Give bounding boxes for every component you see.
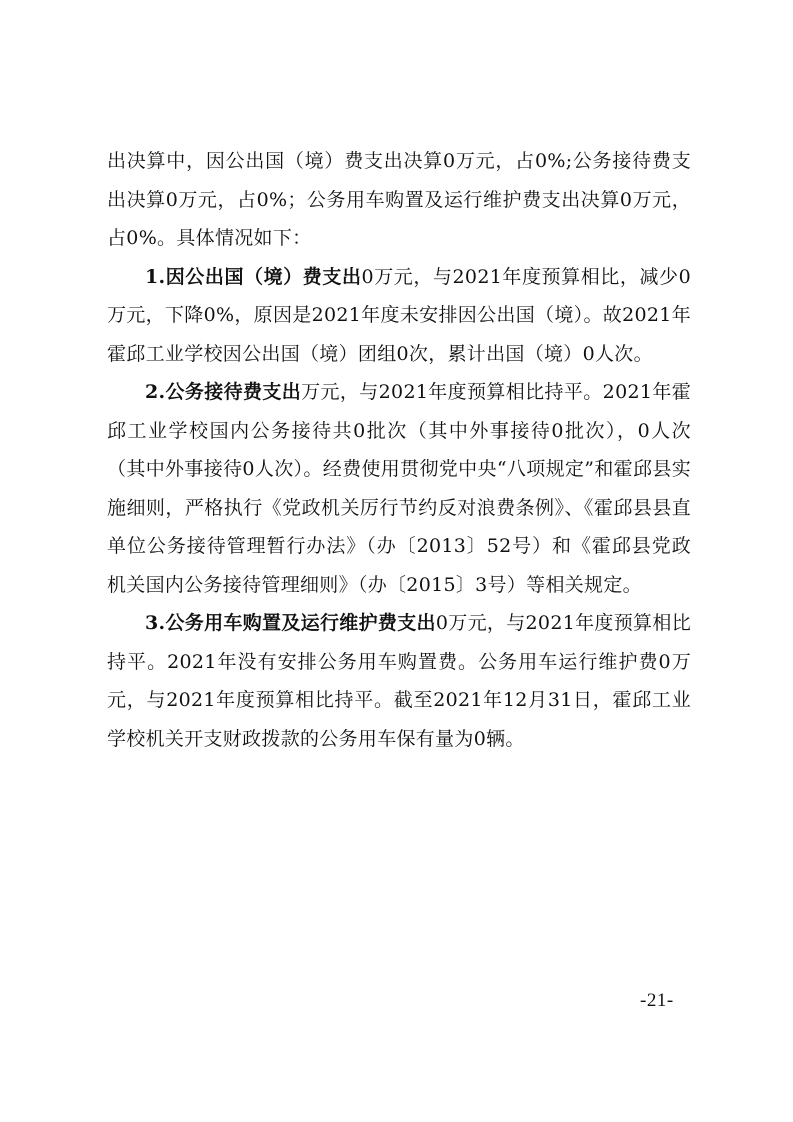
paragraph-text: 0万元，与2021年度预算相比，减少0万元，下降0%，原因是2021年度未安排因公出国（境）。故2021年霍邱工业学校因公出国（境）团组0次，累计出国（境）0人次。 [107, 265, 692, 365]
paragraph-heading: 2.公务接待费支出 [145, 381, 302, 403]
paragraph-text: 出决算中，因公出国（境）费支出决算0万元，占0%;公务接待费支出决算0万元，占0%；公务用车购置及运行维护费支出决算0万元，占0%。具体情况如下： [107, 150, 691, 249]
paragraph-official-reception [107, 373, 691, 604]
paragraph-text: 0万元，与2021年度预算相比持平。2021年没有安排公务用车购置费。公务用车运行维护费0万元，与2021年度预算相比持平。截至2021年12月31日，霍邱工业学校机关开支财政拨款的公务用车保有量为0辆。 [107, 612, 691, 750]
paragraph-heading: 3.公务用车购置及运行维护费支出 [145, 612, 436, 634]
page-number: -21- [640, 990, 674, 1011]
paragraph-text: 万元，与2021年度预算相比持平。2021年霍邱工业学校国内公务接待共0批次（其中外事接待0批次），0人次（其中外事接待0人次）。经费使用贯彻党中央“八项规定”和霍邱县实施细则，严格执行《党政机关厉行节约反对浪费条例》、《霍邱县县直单位公务接待管理暂行办法》（办〔2013〕52号）和《霍邱县党政机关国内公务接待管理细则》（办〔2015〕3号）等相关规定。 [107, 381, 691, 596]
paragraph-continuation [107, 142, 691, 258]
paragraph-official-vehicles [107, 604, 691, 758]
document-body [107, 142, 691, 758]
paragraph-heading: 1.因公出国（境）费支出 [145, 265, 362, 288]
paragraph-overseas-travel [107, 258, 691, 374]
